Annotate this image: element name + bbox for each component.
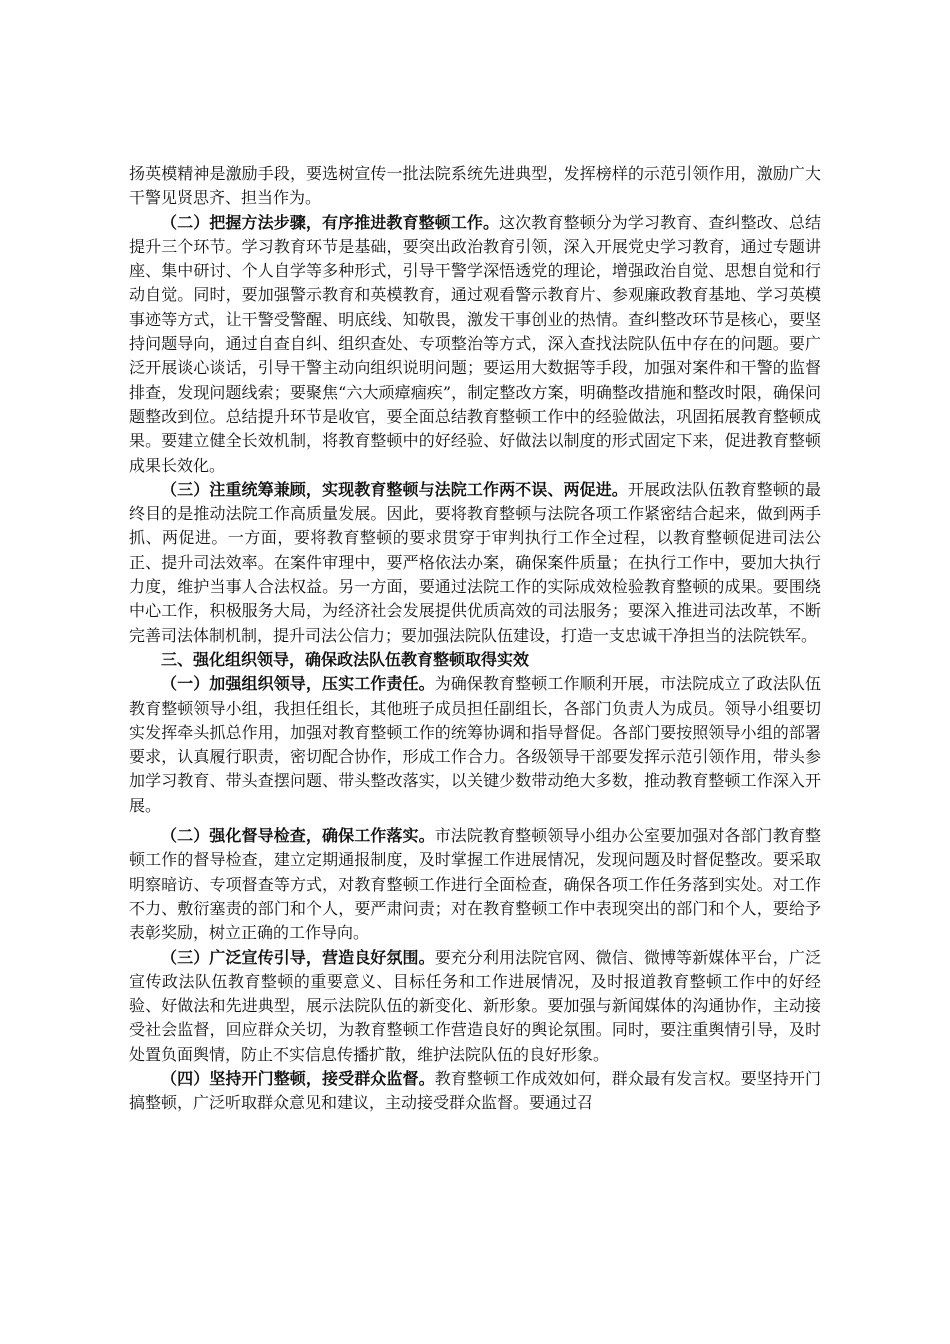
- paragraph-open-rectification: [129, 1067, 821, 1116]
- paragraph-text: 要充分利用法院官网、微信、微博等新媒体平台，广泛宣传政法队伍教育整顿的重要意义、目标任务和工作进展情况，及时报道教育整顿工作中的好经验、好做法和先进典型，展示法院队伍的新变化、新形象。要加强与新闻媒体的沟通协作，主动接受社会监督，回应群众关切，为教育整顿工作营造良好的舆论氛围。同时，要注重舆情引导，及时处置负面舆情，防止不实信息传播扩散，维护法院队伍的良好形象。: [129, 947, 821, 1064]
- paragraph-method-steps: [129, 211, 821, 478]
- paragraph-text: 市法院教育整顿领导小组办公室要加强对各部门教育整顿工作的督导检查，建立定期通报制度，及时掌握工作进展情况，发现问题及时督促整改。要采取明察暗访、专项督查等方式，对教育整顿工作进行全面检查，确保各项工作任务落到实处。对工作不力、敷衍塞责的部门和个人，要严肃问责；对在教育整顿工作中表现突出的部门和个人，要给予表彰奖励，树立正确的工作导向。: [129, 826, 821, 943]
- paragraph-text: 这次教育整顿分为学习教育、查纠整改、总结提升三个环节。学习教育环节是基础，要突出政治教育引领，深入开展党史学习教育，通过专题讲座、集中研讨、个人自学等多种形式，引导干警学深悟透党的理论，增强政治自觉、思想自觉和行动自觉。同时，要加强警示教育和英模教育，通过观看警示教育片、参观廉政教育基地、学习英模事迹等方式，让干警受警醒、明底线、知敬畏，激发干事创业的热情。查纠整改环节是核心，要坚持问题导向，通过自查自纠、组织查处、专项整治等方式，深入查找法院队伍中存在的问题。要广泛开展谈心谈话，引导干警主动向组织说明问题；要运用大数据等手段，加强对案件和干警的监督排查，发现问题线索；要聚焦“六大顽瘴痼疾”，制定整改方案，明确整改措施和整改时限，确保问题整改到位。总结提升环节是收官，要全面总结教育整顿工作中的经验做法，巩固拓展教育整顿成果。要建立健全长效机制，将教育整顿中的好经验、好做法以制度的形式固定下来，促进教育整顿成果长效化。: [129, 212, 821, 475]
- paragraph-lead: （二）把握方法步骤，有序推进教育整顿工作。: [161, 212, 500, 232]
- paragraph-lead: （三）广泛宣传引导，营造良好氛围。: [161, 947, 435, 967]
- document-page: [129, 162, 821, 1116]
- paragraph-coordination: [129, 478, 821, 648]
- section-heading: [129, 648, 821, 672]
- paragraph-leadership: [129, 672, 821, 818]
- paragraph-lead: （二）强化督导检查，确保工作落实。: [161, 826, 435, 846]
- paragraph-lead: （四）坚持开门整顿，接受群众监督。: [161, 1068, 435, 1088]
- paragraph-lead: （一）加强组织领导，压实工作责任。: [161, 674, 435, 694]
- paragraph-continuation: [129, 162, 821, 211]
- paragraph-text: 教育整顿工作成效如何，群众最有发言权。要坚持开门搞整顿，广泛听取群众意见和建议，主动接受群众监督。要通过召: [129, 1068, 821, 1113]
- paragraph-publicity: [129, 946, 821, 1067]
- paragraph-lead: （三）注重统筹兼顾，实现教育整顿与法院工作两不误、两促进。: [161, 479, 628, 499]
- paragraph-supervision: [129, 824, 821, 945]
- section-heading-text: 三、强化组织领导，确保政法队伍教育整顿取得实效: [161, 649, 530, 669]
- paragraph-text: 为确保教育整顿工作顺利开展，市法院成立了政法队伍教育整顿领导小组，我担任组长，其他班子成员担任副组长，各部门负责人为成员。领导小组要切实发挥牵头抓总作用，加强对教育整顿工作的统筹协调和指导督促。各部门要按照领导小组的部署要求，认真履行职责，密切配合协作，形成工作合力。各级领导干部要发挥示范引领作用，带头参加学习教育、带头查摆问题、带头整改落实，以关键少数带动绝大多数，推动教育整顿工作深入开展。: [129, 674, 821, 815]
- paragraph-text: 扬英模精神是激励手段，要选树宣传一批法院系统先进典型，发挥榜样的示范引领作用，激励广大干警见贤思齐、担当作为。: [129, 164, 821, 208]
- paragraph-text: 开展政法队伍教育整顿的最终目的是推动法院工作高质量发展。因此，要将教育整顿与法院各项工作紧密结合起来，做到两手抓、两促进。一方面，要将教育整顿的要求贯穿于审判执行工作全过程，以教育整顿促进司法公正、提升司法效率。在案件审理中，要严格依法办案，确保案件质量；在执行工作中，要加大执行力度，维护当事人合法权益。另一方面，要通过法院工作的实际成效检验教育整顿的成果。要围绕中心工作，积极服务大局，为经济社会发展提供优质高效的司法服务；要深入推进司法改革，不断完善司法体制机制，提升司法公信力；要加强法院队伍建设，打造一支忠诚干净担当的法院铁军。: [129, 479, 821, 645]
